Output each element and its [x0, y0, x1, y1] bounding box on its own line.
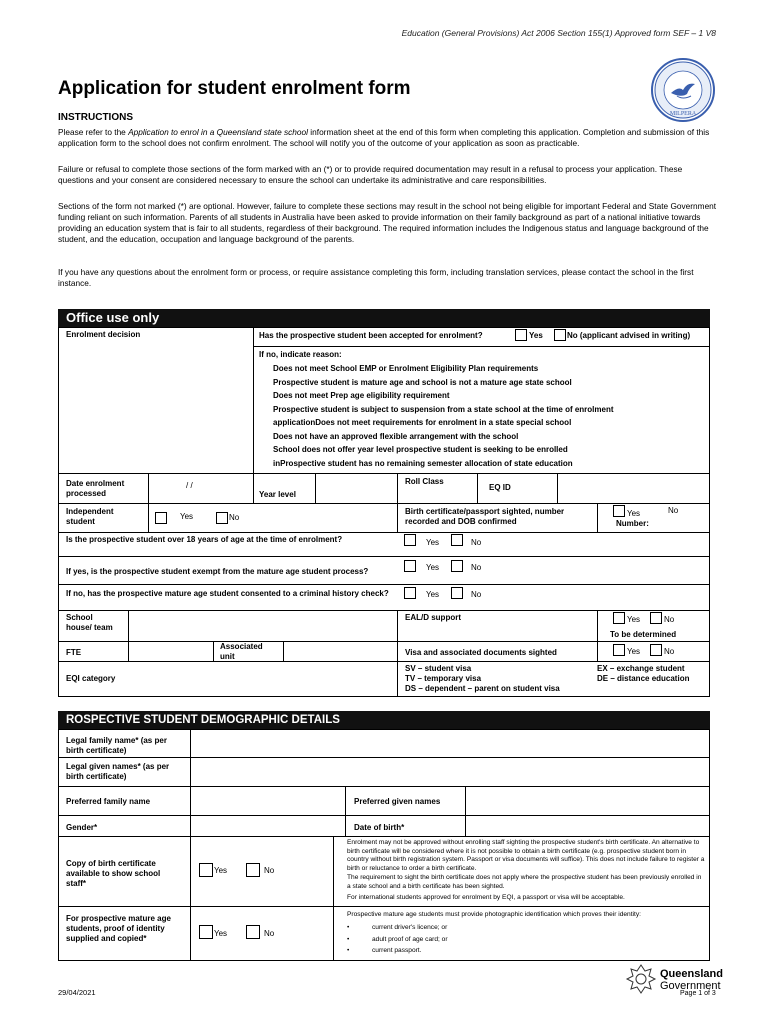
independent-yes-label: Yes [180, 512, 194, 521]
family-name-input[interactable] [191, 730, 709, 757]
eald-no-label: No [664, 615, 675, 624]
instructions-paragraph-2: Failure or refusal to complete those sections of the form marked with an (*) or to provide required documentation may result in a refusal to process your application. These questions and your consent are considered necessary to ensure the school can undertake its administrative and care responsibilities. [58, 164, 683, 185]
visa-sighted-label: Visa and associated documents sighted [405, 648, 557, 657]
roll-class-label: Roll Class [405, 477, 444, 486]
independent-no-label: No [229, 513, 240, 522]
date-processed-label: Date enrolment processed [66, 479, 125, 498]
over-18-yes-checkbox[interactable] [404, 534, 416, 546]
reason-4[interactable]: Prospective student is subject to suspension from a state school at the time of enrolment [273, 405, 614, 414]
consent-question: If no, has the prospective mature age student consented to a criminal history check? [66, 589, 389, 598]
instructions-heading: INSTRUCTIONS [58, 112, 133, 123]
page-number: Page 1 of 3 [680, 990, 716, 997]
demographic-header: ROSPECTIVE STUDENT DEMOGRAPHIC DETAILS [58, 711, 710, 729]
reason-5[interactable]: applicationDoes not meet requirements for enrolment in a state special school [273, 418, 572, 427]
mature-item-2: adult proof of age card; or [372, 936, 448, 943]
eald-yes-checkbox[interactable] [613, 612, 625, 624]
exempt-yes-label: Yes [426, 563, 440, 572]
exempt-yes-checkbox[interactable] [404, 560, 416, 572]
number-label: Number: [616, 519, 649, 528]
school-house-label: School house/ team [66, 613, 113, 632]
instructions-paragraph-1: Please refer to the Application to enrol in a Queensland state school information sheet at the end of this form when completing this application. Completion and submission of this application form to the school does not confirm enrolment. The school will notify you of the outcome of your application as soon as practicable. [58, 127, 710, 148]
independent-student-label: Independent student [66, 507, 114, 526]
mature-proof-no-checkbox[interactable] [246, 925, 260, 939]
consent-no-checkbox[interactable] [451, 587, 463, 599]
associated-unit-label: Associated unit [220, 642, 263, 661]
birth-cert-copy-no-label: No [264, 866, 275, 875]
eqi-code-sv: SV – student visa [405, 664, 472, 673]
accepted-yes-checkbox[interactable] [515, 329, 527, 341]
visa-yes-checkbox[interactable] [613, 644, 625, 656]
qld-crest-icon [624, 962, 658, 996]
visa-no-label: No [664, 647, 675, 656]
birth-cert-copy-label: Copy of birth certificate available to show school staff* [66, 859, 161, 888]
eqi-code-tv: TV – temporary visa [405, 674, 482, 683]
eq-id-label: EQ ID [489, 483, 511, 492]
school-logo [651, 58, 715, 122]
eald-yes-label: Yes [627, 615, 641, 624]
date-processed-field[interactable]: / / [186, 481, 193, 490]
year-level-label: Year level [259, 490, 296, 499]
mature-item-bullet-3: • [347, 947, 350, 954]
mature-item-3: current passport. [372, 947, 422, 954]
birth-cert-copy-no-checkbox[interactable] [246, 863, 260, 877]
birth-cert-note-3: For international students approved for enrolment by EQI, a passport or visa will be acceptable. [347, 894, 625, 901]
exempt-no-label: No [471, 563, 482, 572]
visa-yes-label: Yes [627, 647, 641, 656]
eald-no-checkbox[interactable] [650, 612, 662, 624]
over-18-question: Is the prospective student over 18 years of age at the time of enrolment? [66, 535, 343, 544]
birth-cert-sighted-yes-checkbox[interactable] [613, 505, 625, 517]
footer-date: 29/04/2021 [58, 988, 96, 997]
reason-6[interactable]: Does not have an approved flexible arrangement with the school [273, 432, 519, 441]
fte-label: FTE [66, 648, 82, 657]
mature-item-bullet-2: • [347, 936, 350, 943]
mature-proof-no-label: No [264, 929, 275, 938]
given-names-label: Legal given names* (as per birth certificate) [66, 762, 170, 781]
mature-proof-yes-label: Yes [214, 929, 228, 938]
dob-label: Date of birth* [354, 823, 405, 832]
mature-note: Prospective mature age students must provide photographic identification which proves their identity: [347, 911, 641, 918]
reason-7[interactable]: School does not offer year level prospective student is seeking to be enrolled [273, 445, 568, 454]
instructions-paragraph-3: Sections of the form not marked (*) are optional. However, failure to complete these sections may result in the school not being eligible for important Federal and State Government funding reliant on such information. Parents of all students in Australia have been asked to provide information on their family background as part of a national initiative towards providing an education system that is fair to all students, regardless of their background. The required information includes the Indigenous status and language background of the student, and the education, occupation and language background of the parents. [58, 201, 717, 244]
birth-cert-note-2: The requirement to sight the birth certificate does not apply where the prospective student has been previously enrolled in a state school and a birth certificate has been sighted. [347, 874, 702, 890]
accepted-no-checkbox[interactable] [554, 329, 566, 341]
birth-cert-yes-label: Yes [627, 509, 641, 518]
visa-no-checkbox[interactable] [650, 644, 662, 656]
mature-item-1: current driver's licence; or [372, 924, 448, 931]
independent-yes-checkbox[interactable] [155, 512, 167, 524]
gender-label: Gender* [66, 823, 98, 832]
preferred-given-label: Preferred given names [354, 797, 441, 806]
mature-item-bullet-1: • [347, 924, 350, 931]
form-reference: Education (General Provisions) Act 2006 Section 155(1) Approved form SEF – 1 V8 [401, 28, 716, 38]
over-18-yes-label: Yes [426, 538, 440, 547]
birth-cert-copy-yes-checkbox[interactable] [199, 863, 213, 877]
eqi-code-ds: DS – dependent – parent on student visa [405, 684, 560, 693]
eqi-category-label: EQI category [66, 674, 116, 683]
exempt-no-checkbox[interactable] [451, 560, 463, 572]
accepted-yes-label: Yes [529, 331, 543, 340]
accepted-question: Has the prospective student been accepted for enrolment? [259, 331, 483, 340]
birth-cert-note-1: Enrolment may not be approved without enrolling staff sighting the prospective student's birth certificate. An alternative to birth certificate will be considered where it is not possible to obtain a birth certificate (e.g. prospective student born in country without birth registration system. Passport or visa documents will suffice). This does not include failure to register a birth or reluctance to order a birth certificate. [347, 839, 705, 872]
consent-no-label: No [471, 590, 482, 599]
reason-2[interactable]: Prospective student is mature age and school is not a mature age state school [273, 378, 572, 387]
qld-government-line2: Government [660, 980, 721, 992]
birth-cert-sighted-label: Birth certificate/passport sighted, number recorded and DOB confirmed [405, 507, 565, 526]
to-be-determined-label: To be determined [610, 630, 677, 639]
eqi-code-ex: EX – exchange student [597, 664, 685, 673]
instructions-paragraph-4: If you have any questions about the enrolment form or process, or require assistance completing this form, including translation services, please contact the school in the first instance. [58, 267, 694, 288]
given-names-input[interactable] [191, 758, 709, 786]
reason-8[interactable]: inProspective student has no remaining semester allocation of state education [273, 459, 573, 468]
eald-support-label: EAL/D support [405, 613, 461, 622]
exempt-question: If yes, is the prospective student exempt from the mature age student process? [66, 567, 369, 576]
reason-1[interactable]: Does not meet School EMP or Enrolment Eligibility Plan requirements [273, 364, 539, 373]
eqi-code-de: DE – distance education [597, 674, 690, 683]
logo-text: MILPERA [669, 111, 697, 117]
qld-government-line1: Queensland [660, 968, 723, 980]
reason-3[interactable]: Does not meet Prep age eligibility requirement [273, 391, 450, 400]
birth-cert-copy-yes-label: Yes [214, 866, 228, 875]
mature-proof-yes-checkbox[interactable] [199, 925, 213, 939]
over-18-no-checkbox[interactable] [451, 534, 463, 546]
consent-yes-label: Yes [426, 590, 440, 599]
office-use-header: Office use only [58, 309, 710, 327]
preferred-family-label: Preferred family name [66, 797, 151, 806]
enrolment-decision-label: Enrolment decision [66, 330, 141, 339]
family-name-label: Legal family name* (as per birth certificate) [66, 736, 167, 755]
independent-no-checkbox[interactable] [216, 512, 228, 524]
over-18-no-label: No [471, 538, 482, 547]
if-no-label: If no, indicate reason: [259, 350, 342, 359]
page-title: Application for student enrolment form [58, 78, 411, 99]
accepted-no-label: No (applicant advised in writing) [567, 331, 691, 340]
consent-yes-checkbox[interactable] [404, 587, 416, 599]
milpera-logo-icon [653, 60, 713, 120]
birth-cert-no-label: No [668, 506, 679, 515]
mature-proof-label: For prospective mature age students, proof of identity supplied and copied* [66, 914, 171, 943]
